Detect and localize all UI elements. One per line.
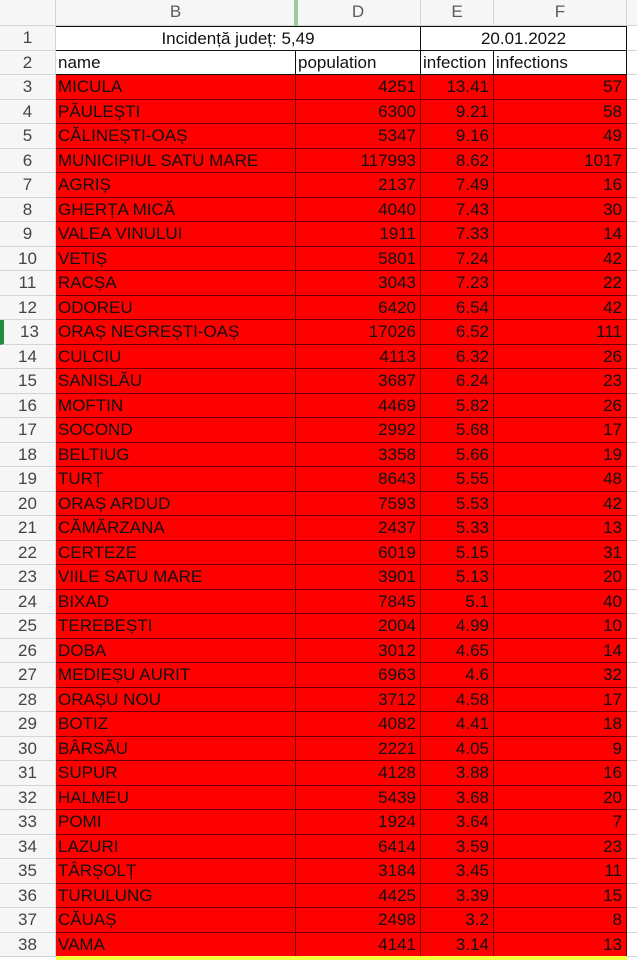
infection-rate-cell[interactable]: 6.32 <box>421 345 494 370</box>
population-cell[interactable]: 3184 <box>296 859 421 884</box>
empty-cell[interactable] <box>627 516 637 541</box>
row-number[interactable]: 12 <box>0 296 56 321</box>
row-number[interactable]: 7 <box>0 173 56 198</box>
table-row <box>0 75 637 100</box>
row-number[interactable]: 31 <box>0 761 56 786</box>
select-all-corner[interactable] <box>0 0 56 26</box>
infection-rate-cell[interactable]: 5.33 <box>421 516 494 541</box>
population-cell[interactable]: 1924 <box>296 810 421 835</box>
infections-cell[interactable]: 30 <box>494 198 627 223</box>
table-row <box>0 467 637 492</box>
name-cell[interactable]: TÂRȘOLȚ <box>56 859 296 884</box>
infection-rate-cell[interactable]: 5.1 <box>421 590 494 615</box>
row-number[interactable]: 18 <box>0 443 56 468</box>
name-cell[interactable]: BIXAD <box>56 590 296 615</box>
infection-rate-cell[interactable]: 7.23 <box>421 271 494 296</box>
table-row <box>0 590 637 615</box>
infections-cell[interactable]: 7 <box>494 810 627 835</box>
name-cell[interactable]: MEDIEȘU AURIT <box>56 663 296 688</box>
population-cell[interactable]: 2498 <box>296 908 421 933</box>
row-number[interactable]: 33 <box>0 810 56 835</box>
population-cell[interactable]: 3712 <box>296 688 421 713</box>
infection-rate-cell[interactable]: 3.2 <box>421 908 494 933</box>
name-cell[interactable]: GHERȚA MICĂ <box>56 198 296 223</box>
infections-cell[interactable]: 22 <box>494 271 627 296</box>
row-number[interactable]: 27 <box>0 663 56 688</box>
row-number[interactable]: 30 <box>0 737 56 762</box>
row-number[interactable]: 23 <box>0 565 56 590</box>
name-cell[interactable]: TEREBEȘTI <box>56 614 296 639</box>
name-cell[interactable]: HALMEU <box>56 786 296 811</box>
infection-rate-cell[interactable]: 7.43 <box>421 198 494 223</box>
name-header-cell[interactable]: name <box>56 51 296 76</box>
infections-cell[interactable]: 31 <box>494 541 627 566</box>
infection-rate-cell[interactable]: 7.24 <box>421 247 494 272</box>
row-number[interactable]: 34 <box>0 835 56 860</box>
name-cell[interactable]: CULCIU <box>56 345 296 370</box>
header-row-2 <box>0 51 637 76</box>
infections-cell[interactable]: 26 <box>494 345 627 370</box>
population-cell[interactable]: 3358 <box>296 443 421 468</box>
row-number[interactable]: 24 <box>0 590 56 615</box>
empty-cell[interactable] <box>627 933 637 958</box>
population-cell[interactable]: 2221 <box>296 737 421 762</box>
infections-cell[interactable]: 16 <box>494 173 627 198</box>
name-cell[interactable]: MICULA <box>56 75 296 100</box>
row-number[interactable]: 2 <box>0 51 56 76</box>
table-row <box>0 394 637 419</box>
infection-rate-cell[interactable]: 5.53 <box>421 492 494 517</box>
table-row <box>0 639 637 664</box>
header-row-1 <box>0 26 637 51</box>
infections-cell[interactable]: 57 <box>494 75 627 100</box>
row-number[interactable]: 35 <box>0 859 56 884</box>
row-number[interactable]: 26 <box>0 639 56 664</box>
empty-cell[interactable] <box>627 320 637 345</box>
row-number[interactable]: 15 <box>0 369 56 394</box>
table-row <box>0 712 637 737</box>
name-cell[interactable]: CĂMĂRZANA <box>56 516 296 541</box>
infections-header-cell[interactable]: infections <box>494 51 627 76</box>
empty-cell[interactable] <box>627 565 637 590</box>
name-cell[interactable]: ORAȘ NEGREȘTI-OAȘ <box>56 320 296 345</box>
population-cell[interactable]: 7845 <box>296 590 421 615</box>
column-header-row <box>0 0 637 26</box>
infections-cell[interactable]: 42 <box>494 296 627 321</box>
empty-cell[interactable] <box>627 124 637 149</box>
column-header-e[interactable]: E <box>421 0 494 26</box>
column-header-d[interactable]: D <box>296 0 421 26</box>
row-number[interactable]: 21 <box>0 516 56 541</box>
table-row <box>0 296 637 321</box>
name-cell[interactable]: RACȘA <box>56 271 296 296</box>
empty-cell[interactable] <box>627 761 637 786</box>
column-header-b[interactable]: B <box>56 0 296 26</box>
empty-cell[interactable] <box>627 614 637 639</box>
population-cell[interactable]: 4113 <box>296 345 421 370</box>
table-row <box>0 663 637 688</box>
row-number[interactable]: 19 <box>0 467 56 492</box>
infections-cell[interactable]: 16 <box>494 761 627 786</box>
name-cell[interactable]: VIILE SATU MARE <box>56 565 296 590</box>
name-cell[interactable]: ODOREU <box>56 296 296 321</box>
name-cell[interactable]: MUNICIPIUL SATU MARE <box>56 149 296 174</box>
infections-cell[interactable]: 17 <box>494 418 627 443</box>
infections-cell[interactable]: 49 <box>494 124 627 149</box>
table-row <box>0 884 637 909</box>
name-cell[interactable]: BÂRSĂU <box>56 737 296 762</box>
infections-cell[interactable]: 48 <box>494 467 627 492</box>
row-number[interactable]: 4 <box>0 100 56 125</box>
infection-rate-cell[interactable]: 4.6 <box>421 663 494 688</box>
row-number[interactable]: 36 <box>0 884 56 909</box>
name-cell[interactable]: ORAȘ ARDUD <box>56 492 296 517</box>
empty-cell[interactable] <box>627 394 637 419</box>
population-cell[interactable]: 8643 <box>296 467 421 492</box>
empty-cell[interactable] <box>627 222 637 247</box>
name-cell[interactable]: CĂLINEȘTI-OAȘ <box>56 124 296 149</box>
population-cell[interactable]: 2137 <box>296 173 421 198</box>
name-cell[interactable]: TURȚ <box>56 467 296 492</box>
empty-cell[interactable] <box>627 688 637 713</box>
population-cell[interactable]: 3901 <box>296 565 421 590</box>
population-cell[interactable]: 4082 <box>296 712 421 737</box>
infection-rate-cell[interactable]: 5.13 <box>421 565 494 590</box>
infections-cell[interactable]: 42 <box>494 492 627 517</box>
table-row <box>0 565 637 590</box>
infection-rate-cell[interactable]: 3.64 <box>421 810 494 835</box>
row-number[interactable]: 17 <box>0 418 56 443</box>
empty-cell[interactable] <box>627 590 637 615</box>
empty-cell[interactable] <box>627 247 637 272</box>
infection-rate-cell[interactable]: 6.52 <box>421 320 494 345</box>
empty-cell[interactable] <box>627 737 637 762</box>
table-row <box>0 100 637 125</box>
row-number[interactable]: 14 <box>0 345 56 370</box>
empty-cell[interactable] <box>627 198 637 223</box>
population-cell[interactable]: 6300 <box>296 100 421 125</box>
infections-cell[interactable]: 9 <box>494 737 627 762</box>
population-cell[interactable]: 6414 <box>296 835 421 860</box>
infections-cell[interactable]: 11 <box>494 859 627 884</box>
name-cell[interactable]: LAZURI <box>56 835 296 860</box>
empty-cell[interactable] <box>627 663 637 688</box>
infection-rate-cell[interactable]: 4.58 <box>421 688 494 713</box>
infections-cell[interactable]: 111 <box>494 320 627 345</box>
population-cell[interactable]: 4128 <box>296 761 421 786</box>
population-header-cell[interactable]: population <box>296 51 421 76</box>
name-cell[interactable]: VETIȘ <box>56 247 296 272</box>
empty-cell[interactable] <box>627 786 637 811</box>
row-number[interactable]: 16 <box>0 394 56 419</box>
row-number[interactable]: 32 <box>0 786 56 811</box>
infections-cell[interactable]: 10 <box>494 614 627 639</box>
row-number[interactable]: 37 <box>0 908 56 933</box>
infections-cell[interactable]: 40 <box>494 590 627 615</box>
table-row <box>0 614 637 639</box>
infections-cell[interactable]: 8 <box>494 908 627 933</box>
population-cell[interactable]: 3012 <box>296 639 421 664</box>
row-number[interactable]: 13 <box>0 320 56 345</box>
empty-cell[interactable] <box>627 369 637 394</box>
row-number[interactable]: 8 <box>0 198 56 223</box>
table-row <box>0 345 637 370</box>
row-number[interactable]: 20 <box>0 492 56 517</box>
empty-cell[interactable] <box>627 492 637 517</box>
name-cell[interactable]: VALEA VINULUI <box>56 222 296 247</box>
infection-rate-header-cell[interactable]: infection <box>421 51 494 76</box>
table-row <box>0 761 637 786</box>
empty-cell[interactable] <box>627 639 637 664</box>
row-number[interactable]: 6 <box>0 149 56 174</box>
infection-rate-cell[interactable]: 3.14 <box>421 933 494 958</box>
empty-cell[interactable] <box>627 884 637 909</box>
table-row <box>0 492 637 517</box>
infection-rate-cell[interactable]: 4.65 <box>421 639 494 664</box>
infection-rate-cell[interactable]: 4.41 <box>421 712 494 737</box>
population-cell[interactable]: 6420 <box>296 296 421 321</box>
infection-rate-cell[interactable]: 3.45 <box>421 859 494 884</box>
row-number[interactable]: 29 <box>0 712 56 737</box>
row-number[interactable]: 5 <box>0 124 56 149</box>
name-cell[interactable]: DOBA <box>56 639 296 664</box>
name-cell[interactable]: CĂUAȘ <box>56 908 296 933</box>
table-row <box>0 541 637 566</box>
table-row <box>0 124 637 149</box>
empty-cell[interactable] <box>627 271 637 296</box>
population-cell[interactable]: 7593 <box>296 492 421 517</box>
table-row <box>0 810 637 835</box>
population-cell[interactable]: 3043 <box>296 271 421 296</box>
row-number[interactable]: 9 <box>0 222 56 247</box>
table-row <box>0 222 637 247</box>
infections-cell[interactable]: 20 <box>494 786 627 811</box>
name-cell[interactable]: SUPUR <box>56 761 296 786</box>
table-row <box>0 688 637 713</box>
table-row <box>0 247 637 272</box>
date-cell[interactable]: 20.01.2022 <box>421 26 627 51</box>
infections-cell[interactable]: 15 <box>494 884 627 909</box>
table-row <box>0 173 637 198</box>
population-cell[interactable]: 117993 <box>296 149 421 174</box>
infection-rate-cell[interactable]: 8.62 <box>421 149 494 174</box>
empty-cell[interactable] <box>627 541 637 566</box>
table-row <box>0 516 637 541</box>
row-number[interactable]: 22 <box>0 541 56 566</box>
infections-cell[interactable]: 23 <box>494 835 627 860</box>
name-cell[interactable]: PĂULEȘTI <box>56 100 296 125</box>
infection-rate-cell[interactable]: 5.66 <box>421 443 494 468</box>
infection-rate-cell[interactable]: 13.41 <box>421 75 494 100</box>
population-cell[interactable]: 6019 <box>296 541 421 566</box>
empty-cell[interactable] <box>627 908 637 933</box>
table-row <box>0 271 637 296</box>
next-row-highlight <box>56 956 627 960</box>
infection-rate-cell[interactable]: 5.15 <box>421 541 494 566</box>
infections-cell[interactable]: 58 <box>494 100 627 125</box>
population-cell[interactable]: 5347 <box>296 124 421 149</box>
table-row <box>0 737 637 762</box>
population-cell[interactable]: 1911 <box>296 222 421 247</box>
name-cell[interactable]: TURULUNG <box>56 884 296 909</box>
table-row <box>0 320 637 345</box>
population-cell[interactable]: 4469 <box>296 394 421 419</box>
empty-cell[interactable] <box>627 296 637 321</box>
name-cell[interactable]: MOFTIN <box>56 394 296 419</box>
infection-rate-cell[interactable]: 9.21 <box>421 100 494 125</box>
population-cell[interactable]: 2437 <box>296 516 421 541</box>
empty-cell[interactable] <box>627 810 637 835</box>
infections-cell[interactable]: 13 <box>494 516 627 541</box>
empty-cell[interactable] <box>627 51 637 76</box>
table-row <box>0 418 637 443</box>
population-cell[interactable]: 4425 <box>296 884 421 909</box>
empty-cell[interactable] <box>627 75 637 100</box>
table-row <box>0 443 637 468</box>
population-cell[interactable]: 5439 <box>296 786 421 811</box>
name-cell[interactable]: BOTIZ <box>56 712 296 737</box>
infections-cell[interactable]: 19 <box>494 443 627 468</box>
infection-rate-cell[interactable]: 5.68 <box>421 418 494 443</box>
infections-cell[interactable]: 14 <box>494 639 627 664</box>
population-cell[interactable]: 2992 <box>296 418 421 443</box>
infection-rate-cell[interactable]: 3.68 <box>421 786 494 811</box>
population-cell[interactable]: 6963 <box>296 663 421 688</box>
infections-cell[interactable]: 42 <box>494 247 627 272</box>
infection-rate-cell[interactable]: 3.59 <box>421 835 494 860</box>
infections-cell[interactable]: 13 <box>494 933 627 958</box>
infections-cell[interactable]: 17 <box>494 688 627 713</box>
empty-cell[interactable] <box>627 149 637 174</box>
table-row <box>0 198 637 223</box>
infection-rate-cell[interactable]: 6.54 <box>421 296 494 321</box>
row-number[interactable]: 1 <box>0 26 56 51</box>
empty-cell[interactable] <box>627 443 637 468</box>
row-number[interactable]: 3 <box>0 75 56 100</box>
empty-cell[interactable] <box>627 835 637 860</box>
population-cell[interactable]: 5801 <box>296 247 421 272</box>
infection-rate-cell[interactable]: 9.16 <box>421 124 494 149</box>
population-cell[interactable]: 4141 <box>296 933 421 958</box>
population-cell[interactable]: 2004 <box>296 614 421 639</box>
population-cell[interactable]: 4251 <box>296 75 421 100</box>
empty-cell[interactable] <box>627 100 637 125</box>
infection-rate-cell[interactable]: 7.33 <box>421 222 494 247</box>
name-cell[interactable]: ORAȘU NOU <box>56 688 296 713</box>
name-cell[interactable]: BELTIUG <box>56 443 296 468</box>
empty-cell[interactable] <box>627 712 637 737</box>
table-row <box>0 859 637 884</box>
infections-cell[interactable]: 20 <box>494 565 627 590</box>
name-cell[interactable]: CERTEZE <box>56 541 296 566</box>
infection-rate-cell[interactable]: 4.99 <box>421 614 494 639</box>
infection-rate-cell[interactable]: 6.24 <box>421 369 494 394</box>
row-number[interactable]: 10 <box>0 247 56 272</box>
empty-cell[interactable] <box>627 345 637 370</box>
infections-cell[interactable]: 23 <box>494 369 627 394</box>
column-header-f[interactable]: F <box>494 0 627 26</box>
infections-cell[interactable]: 18 <box>494 712 627 737</box>
population-cell[interactable]: 3687 <box>296 369 421 394</box>
table-row <box>0 933 637 958</box>
empty-cell[interactable] <box>627 173 637 198</box>
infections-cell[interactable]: 14 <box>494 222 627 247</box>
county-incidence-cell[interactable]: Incidență județ: 5,49 <box>56 26 421 51</box>
name-cell[interactable]: SOCOND <box>56 418 296 443</box>
table-row <box>0 786 637 811</box>
infection-rate-cell[interactable]: 5.55 <box>421 467 494 492</box>
empty-cell[interactable] <box>627 418 637 443</box>
population-cell[interactable]: 17026 <box>296 320 421 345</box>
name-cell[interactable]: AGRIȘ <box>56 173 296 198</box>
row-number[interactable]: 28 <box>0 688 56 713</box>
infection-rate-cell[interactable]: 5.82 <box>421 394 494 419</box>
row-number[interactable]: 11 <box>0 271 56 296</box>
infection-rate-cell[interactable]: 4.05 <box>421 737 494 762</box>
row-number[interactable]: 38 <box>0 933 56 958</box>
empty-cell[interactable] <box>627 26 637 51</box>
name-cell[interactable]: VAMA <box>56 933 296 958</box>
table-row <box>0 149 637 174</box>
table-row <box>0 369 637 394</box>
table-row <box>0 908 637 933</box>
infections-cell[interactable]: 26 <box>494 394 627 419</box>
infection-rate-cell[interactable]: 3.88 <box>421 761 494 786</box>
population-cell[interactable]: 4040 <box>296 198 421 223</box>
name-cell[interactable]: POMI <box>56 810 296 835</box>
infections-cell[interactable]: 1017 <box>494 149 627 174</box>
infections-cell[interactable]: 32 <box>494 663 627 688</box>
empty-cell[interactable] <box>627 859 637 884</box>
row-number[interactable]: 25 <box>0 614 56 639</box>
name-cell[interactable]: SANISLĂU <box>56 369 296 394</box>
table-row <box>0 835 637 860</box>
empty-cell[interactable] <box>627 467 637 492</box>
sheet-rows <box>0 26 637 960</box>
infection-rate-cell[interactable]: 7.49 <box>421 173 494 198</box>
infection-rate-cell[interactable]: 3.39 <box>421 884 494 909</box>
